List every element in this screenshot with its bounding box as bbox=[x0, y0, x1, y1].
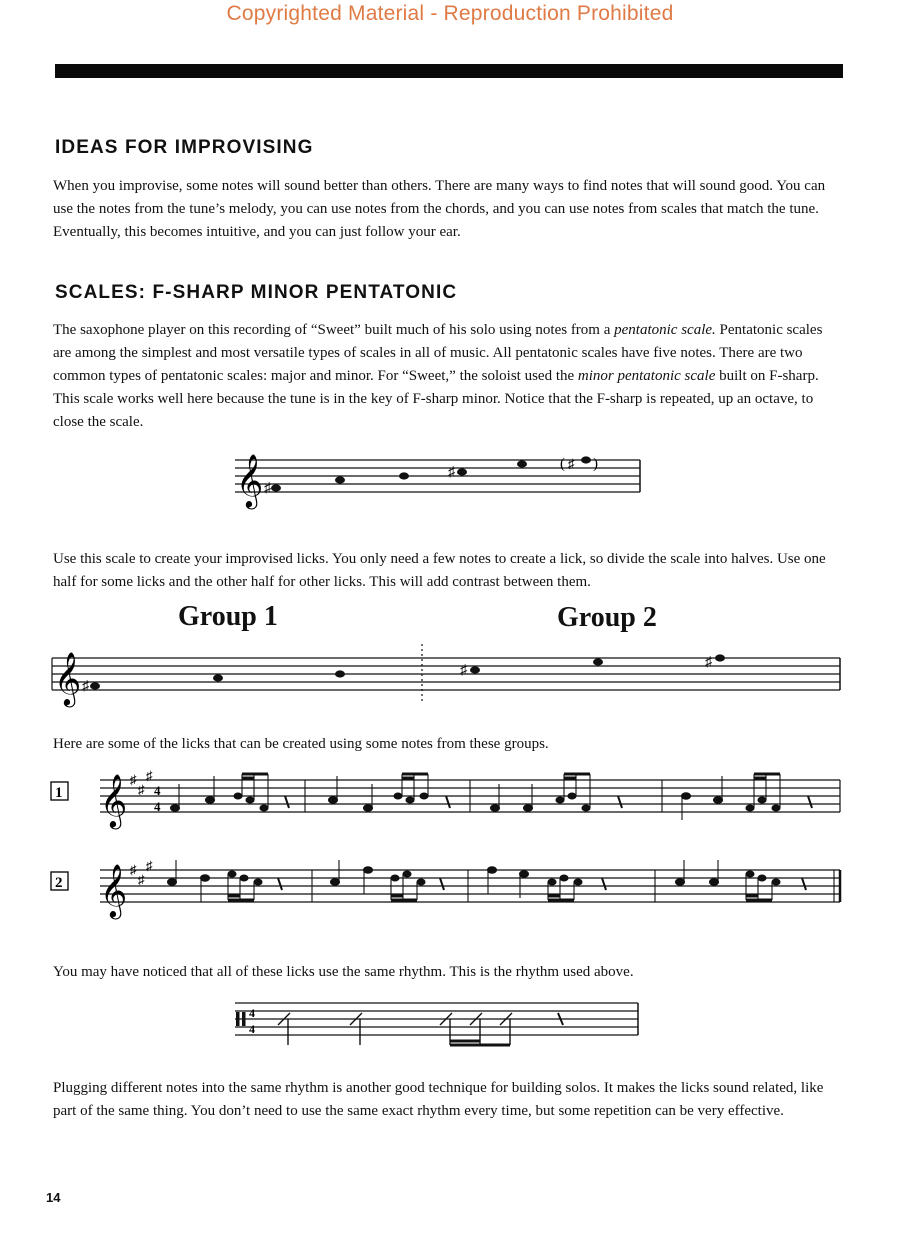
paragraph-scales bbox=[53, 319, 843, 434]
treble-clef-icon: 𝄞 bbox=[100, 863, 128, 917]
rhythm-time-sig-bottom: 4 bbox=[249, 1022, 255, 1036]
staff-lines bbox=[52, 658, 840, 690]
paragraph-scales-part1: The saxophone player on this recording of “Sweet” built much of his solo using notes from a bbox=[53, 322, 615, 338]
group-staff bbox=[50, 640, 845, 710]
paragraph-ideas: When you improvise, some notes will sound better than others. There are many ways to find notes that will sound good. You can use the notes from the tune’s melody, you can use notes from the chords, and you can use notes from scales that match the tune. Eventually, this becomes intuitive, and you can just follow your ear. bbox=[53, 178, 826, 240]
octave-paren-open: ( bbox=[560, 456, 565, 472]
heading-ideas-for-improvising: IDEAS FOR IMPROVISING bbox=[55, 137, 314, 158]
note-e bbox=[593, 658, 603, 665]
group-2-label: Group 2 bbox=[557, 602, 657, 633]
copyright-watermark: Copyrighted Material - Reproduction Prohibited bbox=[226, 2, 674, 25]
lick-2-staff bbox=[50, 860, 845, 920]
note-e bbox=[517, 460, 527, 467]
treble-clef-icon: 𝄞 bbox=[100, 773, 128, 827]
sharp-icon: ♯ bbox=[460, 663, 467, 678]
paragraph-licks-intro: Here are some of the licks that can be created using some notes from these groups. bbox=[53, 736, 549, 752]
staff-lines bbox=[235, 460, 640, 492]
key-sig-sharp-icon: ♯ bbox=[146, 858, 153, 873]
time-sig-top: 4 bbox=[154, 783, 161, 798]
note-a bbox=[335, 476, 345, 483]
sharp-icon: ♯ bbox=[264, 481, 271, 496]
treble-clef-icon: 𝄞 bbox=[54, 651, 82, 705]
heading-scales: SCALES: F-SHARP MINOR PENTATONIC bbox=[55, 282, 458, 303]
key-sig-sharp-icon: ♯ bbox=[146, 768, 153, 783]
key-sig-sharp-icon: ♯ bbox=[138, 782, 145, 797]
staff-lines bbox=[235, 1003, 638, 1035]
sharp-icon: ♯ bbox=[82, 679, 89, 694]
paragraph-use-scale: Use this scale to create your improvised licks. You only need a few notes to create a lick, so divide the scale into halves. Use one half for some licks and the other half for other licks. This will add contrast between them. bbox=[53, 551, 826, 590]
note-b bbox=[399, 472, 409, 479]
note-f-sharp-octave bbox=[715, 654, 725, 661]
treble-clef-icon: 𝄞 bbox=[236, 453, 264, 507]
lick-2-notes bbox=[168, 860, 283, 902]
paragraph-rhythm-note: You may have noticed that all of these licks use the same rhythm. This is the rhythm used above. bbox=[53, 964, 634, 980]
sharp-icon: ♯ bbox=[448, 465, 455, 480]
staff-lines bbox=[100, 870, 840, 902]
sharp-icon: ♯ bbox=[705, 655, 712, 670]
octave-paren-close: ) bbox=[593, 456, 598, 472]
paragraph-scales-part2: Pentatonic scales are among the simplest and most versatile types of scales in all of music. All pentatonic scales have five notes. There are two common types of pentatonic scales: major and minor. For “Sweet,” the soloist used the bbox=[53, 322, 823, 384]
sharp-icon: ♯ bbox=[568, 456, 575, 471]
lick-2-label: 2 bbox=[55, 875, 63, 891]
note-a bbox=[213, 674, 223, 681]
key-sig-sharp-icon: ♯ bbox=[130, 862, 137, 877]
key-sig-sharp-icon: ♯ bbox=[138, 872, 145, 887]
group-1-label: Group 1 bbox=[178, 601, 278, 632]
rhythm-staff bbox=[230, 995, 645, 1050]
note-c-sharp bbox=[457, 468, 467, 475]
lick-1-staff bbox=[50, 770, 845, 830]
lick-1-label: 1 bbox=[55, 785, 63, 801]
note-c-sharp bbox=[470, 666, 480, 673]
scale-staff bbox=[230, 450, 645, 510]
time-sig-bottom: 4 bbox=[154, 799, 161, 814]
key-sig-sharp-icon: ♯ bbox=[130, 772, 137, 787]
term-minor-pentatonic-scale: minor pentatonic scale bbox=[577, 368, 716, 384]
term-pentatonic-scale: pentatonic scale. bbox=[614, 322, 716, 338]
page-number: 14 bbox=[46, 1190, 61, 1205]
note-f-sharp bbox=[90, 682, 100, 689]
note-b bbox=[335, 670, 345, 677]
note-f-sharp bbox=[271, 484, 281, 491]
note-f-sharp-octave bbox=[581, 456, 591, 463]
paragraph-plugging-notes: Plugging different notes into the same rhythm is another good technique for building solos. It makes the licks sound related, like part of the same thing. You don’t need to use the same exact rhythm every time, but some repetition can be very effective. bbox=[53, 1080, 824, 1119]
rhythm-time-sig-top: 4 bbox=[249, 1006, 255, 1020]
paragraph-scales-part3: built on F-sharp. This scale works well here because the tune is in the key of F-sharp minor. Notice that the F-sharp is repeated, up an octave, to close the scale. bbox=[53, 368, 819, 430]
header-rule bbox=[55, 64, 843, 78]
